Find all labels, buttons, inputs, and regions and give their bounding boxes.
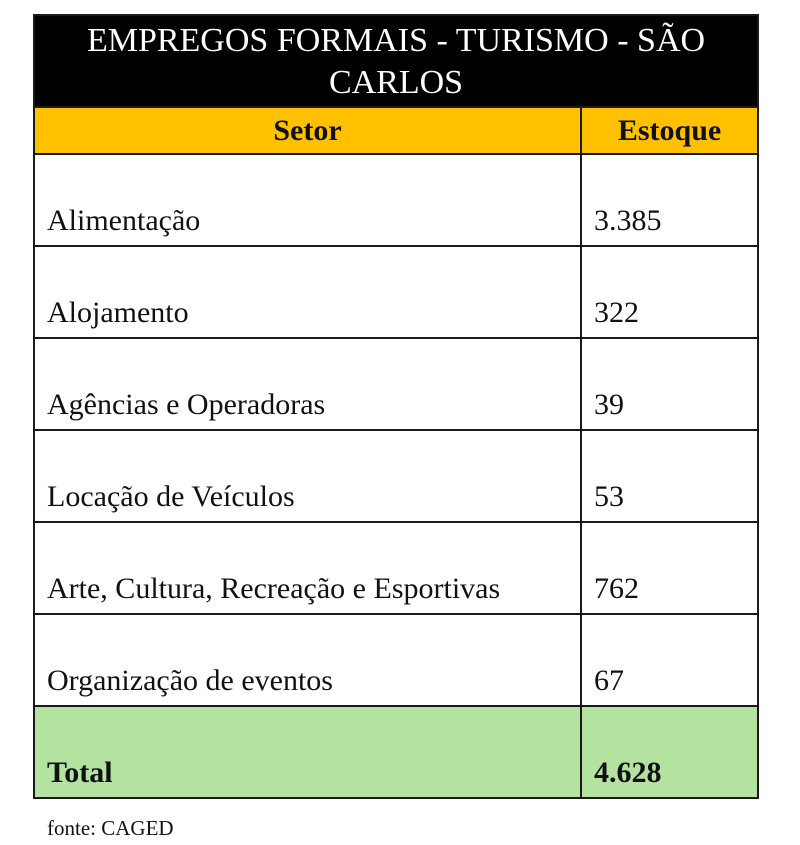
header-row [34, 107, 758, 154]
stock-cell: 3.385 [581, 154, 758, 246]
title-row [34, 15, 758, 107]
stock-cell: 39 [581, 338, 758, 430]
sector-cell: Alojamento [34, 246, 581, 338]
column-header-estoque: Estoque [581, 107, 758, 154]
sector-cell: Agências e Operadoras [34, 338, 581, 430]
table-row [34, 522, 758, 614]
total-label: Total [34, 706, 581, 798]
table-row [34, 338, 758, 430]
total-row [34, 706, 758, 798]
total-value: 4.628 [581, 706, 758, 798]
table-row [34, 614, 758, 706]
table-row [34, 154, 758, 246]
table-container [33, 14, 757, 799]
stock-cell: 53 [581, 430, 758, 522]
source-note: fonte: CAGED [47, 816, 174, 840]
table-row [34, 430, 758, 522]
stock-cell: 322 [581, 246, 758, 338]
table-row [34, 246, 758, 338]
table-title: EMPREGOS FORMAIS - TURISMO - SÃO CARLOS [34, 15, 758, 107]
sector-cell: Arte, Cultura, Recreação e Esportivas [34, 522, 581, 614]
sector-cell: Alimentação [34, 154, 581, 246]
employment-table [33, 14, 759, 799]
stock-cell: 762 [581, 522, 758, 614]
sector-cell: Locação de Veículos [34, 430, 581, 522]
sector-cell: Organização de eventos [34, 614, 581, 706]
stock-cell: 67 [581, 614, 758, 706]
column-header-setor: Setor [34, 107, 581, 154]
